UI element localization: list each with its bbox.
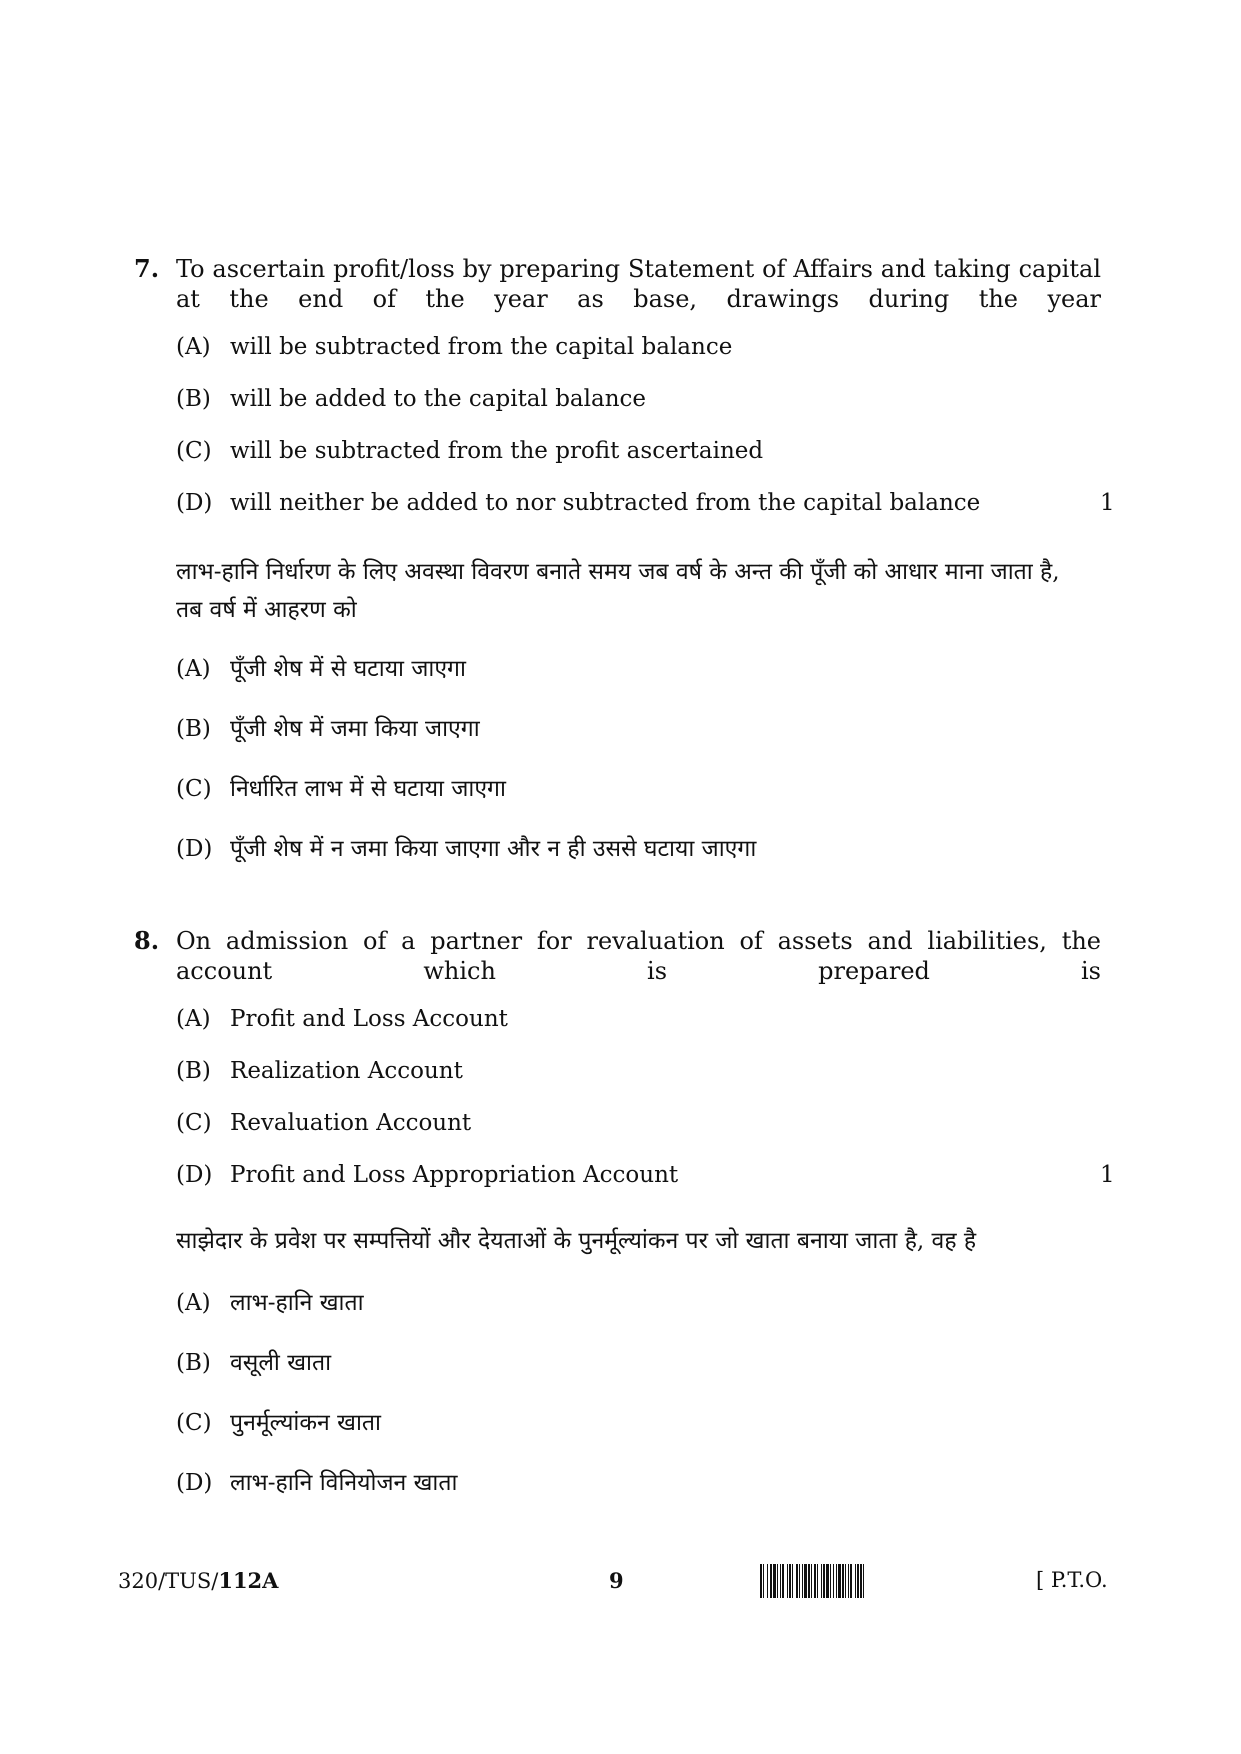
option-label: (D): [176, 1162, 213, 1188]
option-text: निर्धारित लाभ में से घटाया जाएगा: [230, 776, 506, 802]
option-text: Profit and Loss Account: [230, 1006, 508, 1032]
option-label: (A): [176, 1290, 211, 1316]
question-8-option-c-hi: [176, 1408, 381, 1438]
option-text: पूँजी शेष में से घटाया जाएगा: [230, 656, 466, 682]
option-label: (C): [176, 1110, 212, 1136]
question-7-option-a-en: [176, 332, 732, 362]
option-label: (D): [176, 836, 213, 862]
option-label: (B): [176, 386, 211, 412]
option-label: (A): [176, 1006, 211, 1032]
option-text: वसूली खाता: [230, 1350, 332, 1376]
option-text: Revaluation Account: [230, 1110, 472, 1136]
option-label: (B): [176, 1058, 211, 1084]
option-text: will be subtracted from the profit ascertained: [230, 438, 764, 464]
question-7-option-b-en: [176, 384, 646, 414]
question-7-option-b-hi: [176, 714, 480, 744]
paper-code-prefix: 320/TUS/: [118, 1569, 219, 1593]
question-7-text-en: To ascertain profit/loss by preparing Statement of Affairs and taking capital at the end of the year as base, drawings during the year: [176, 255, 1101, 313]
question-8-option-b-hi: [176, 1348, 331, 1378]
option-text: पुनर्मूल्यांकन खाता: [230, 1410, 381, 1436]
page-number: 9: [609, 1568, 624, 1593]
option-label: (A): [176, 334, 211, 360]
question-7-option-d-en: [176, 488, 980, 518]
option-text: will be subtracted from the capital balance: [230, 334, 733, 360]
question-7-option-c-hi: [176, 774, 506, 804]
question-7-marks: 1: [1100, 490, 1115, 516]
option-label: (D): [176, 1470, 213, 1496]
option-text: will be added to the capital balance: [230, 386, 646, 412]
option-label: (C): [176, 438, 212, 464]
barcode-bar: [864, 1564, 867, 1598]
option-text: पूँजी शेष में न जमा किया जाएगा और न ही उससे घटाया जाएगा: [230, 836, 757, 862]
option-text: will neither be added to nor subtracted from the capital balance: [230, 490, 981, 516]
barcode-icon: [760, 1564, 1022, 1598]
question-7-option-d-hi: [176, 834, 756, 864]
option-text: Profit and Loss Appropriation Account: [230, 1162, 679, 1188]
option-label: (B): [176, 1350, 211, 1376]
option-text: लाभ-हानि विनियोजन खाता: [230, 1470, 458, 1496]
question-8-option-a-hi: [176, 1288, 364, 1318]
question-7-option-c-en: [176, 436, 763, 466]
question-8-option-d-hi: [176, 1468, 457, 1498]
option-text: Realization Account: [230, 1058, 463, 1084]
question-8-option-c-en: [176, 1108, 471, 1138]
pto-label: [ P.T.O.: [1036, 1568, 1108, 1592]
question-8-marks: 1: [1100, 1162, 1115, 1188]
question-8-number: 8.: [134, 926, 160, 955]
paper-code-bold: 112A: [218, 1568, 279, 1593]
paper-code: [118, 1568, 278, 1593]
question-8-text-hi: साझेदार के प्रवेश पर सम्पत्तियों और देयताओं के पुनर्मूल्यांकन पर जो खाता बनाया जाता है, वह है: [176, 1228, 977, 1254]
option-label: (C): [176, 776, 212, 802]
option-label: (D): [176, 490, 213, 516]
question-7-number: 7.: [134, 254, 160, 283]
option-label: (C): [176, 1410, 212, 1436]
question-7-text-hi: लाभ-हानि निर्धारण के लिए अवस्था विवरण बनाते समय जब वर्ष के अन्त की पूँजी को आधार माना जाता है, तब वर्ष में आहरण को: [176, 559, 1060, 623]
option-text: पूँजी शेष में जमा किया जाएगा: [230, 716, 480, 742]
question-8-text-en: On admission of a partner for revaluation of assets and liabilities, the account which is prepared is: [176, 927, 1101, 985]
option-text: लाभ-हानि खाता: [230, 1290, 364, 1316]
option-label: (B): [176, 716, 211, 742]
question-8-option-a-en: [176, 1004, 508, 1034]
option-label: (A): [176, 656, 211, 682]
question-8-option-d-en: [176, 1160, 678, 1190]
question-7-option-a-hi: [176, 654, 466, 684]
question-8-option-b-en: [176, 1056, 463, 1086]
